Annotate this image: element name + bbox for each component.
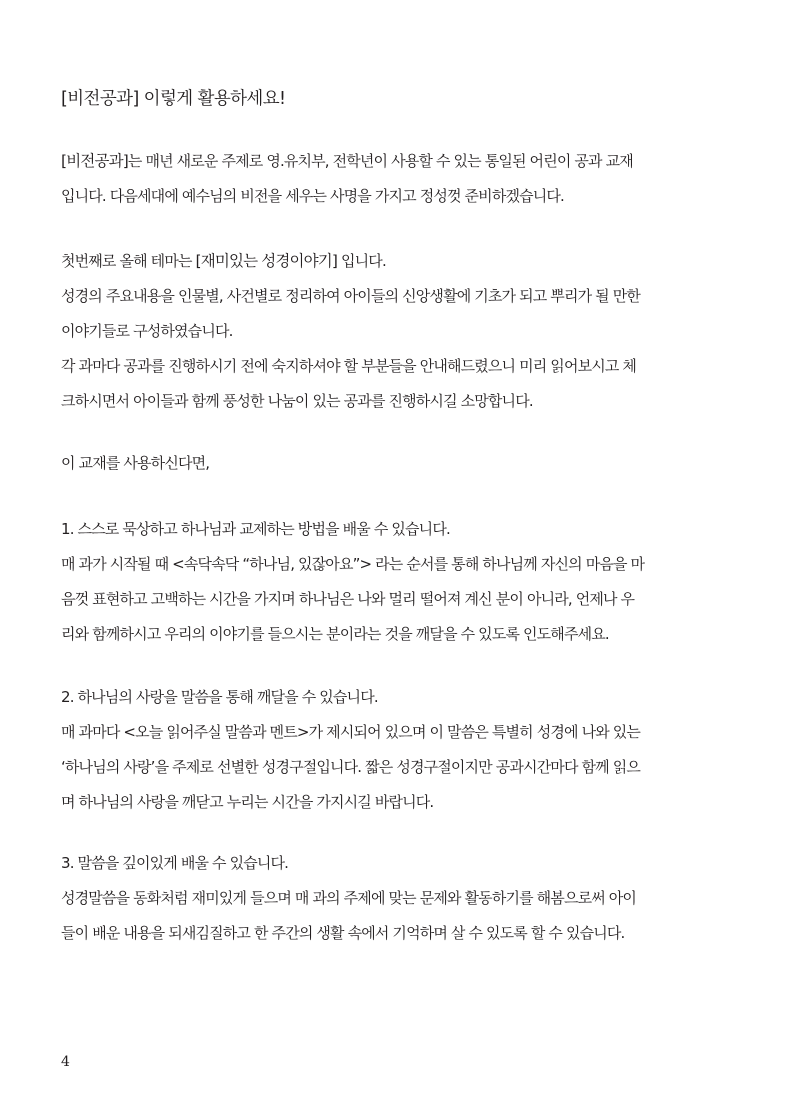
page-number: 4 xyxy=(61,1054,70,1070)
point-2-line-1: 매 과마다 <오늘 읽어주실 말씀과 멘트>가 제시되어 있으며 이 말씀은 특별히 성경에 나와 있는 xyxy=(61,723,641,741)
point-2-line-2: ‘하나님의 사랑’을 주제로 선별한 성경구절입니다. 짧은 성경구절이지만 공과시간마다 함께 읽으 xyxy=(61,758,640,776)
page-title: [비전공과] 이렇게 활용하세요! xyxy=(61,89,286,109)
intro-paragraph xyxy=(61,144,721,214)
intro-line-1 xyxy=(61,144,721,179)
theme-name-highlight: [재미있는 성경이야기] xyxy=(195,252,338,270)
point-2 xyxy=(61,680,721,820)
point-1-line-1: 매 과가 시작될 때 <속닥속닥 “하나님, 있잖아요”> 라는 순서를 통해 하나님께 자신의 마음을 마 xyxy=(61,555,645,573)
theme-line-1-before: 첫번째로 올해 테마는 xyxy=(61,252,196,270)
usage-intro-paragraph xyxy=(61,446,721,481)
point-1-line-3: 리와 함께하시고 우리의 이야기를 들으시는 분이라는 것을 깨달을 수 있도록 인도해주세요. xyxy=(61,625,609,643)
point-3-line-1: 성경말씀을 동화처럼 재미있게 들으며 매 과의 주제에 맞는 문제와 활동하기를 해봄으로써 아이 xyxy=(61,889,637,907)
theme-line-4: 각 과마다 공과를 진행하시기 전에 숙지하셔야 할 부분들을 안내해드렸으니 미리 읽어보시고 체 xyxy=(61,357,637,375)
theme-line-5: 크하시면서 아이들과 함께 풍성한 나눔이 있는 공과를 진행하시길 소망합니다. xyxy=(61,392,533,410)
intro-line-1-text: 는 매년 새로운 주제로 영.유치부, 전학년이 사용할 수 있는 통일된 어린이 공과 교재 xyxy=(127,152,633,170)
point-3 xyxy=(61,846,721,951)
point-3-heading: 3. 말씀을 깊이있게 배울 수 있습니다. xyxy=(61,854,289,872)
point-1 xyxy=(61,512,721,652)
point-1-line-2: 음껏 표현하고 고백하는 시간을 가지며 하나님은 나와 멀리 떨어져 계신 분이 아니라, 언제나 우 xyxy=(61,590,635,608)
theme-line-3: 이야기들로 구성하였습니다. xyxy=(61,322,233,340)
point-2-heading: 2. 하나님의 사랑을 말씀을 통해 깨달을 수 있습니다. xyxy=(61,688,378,706)
theme-line-1 xyxy=(61,244,721,279)
theme-paragraph xyxy=(61,244,721,419)
intro-lead-highlight: [비전공과] xyxy=(61,152,128,170)
point-2-line-3: 며 하나님의 사랑을 깨닫고 누리는 시간을 가지시길 바랍니다. xyxy=(61,793,434,811)
point-1-heading: 1. 스스로 묵상하고 하나님과 교제하는 방법을 배울 수 있습니다. xyxy=(61,520,450,538)
theme-line-2: 성경의 주요내용을 인물별, 사건별로 정리하여 아이들의 신앙생활에 기초가 되고 뿌리가 될 만한 xyxy=(61,287,640,305)
intro-line-2: 입니다. 다음세대에 예수님의 비전을 세우는 사명을 가지고 정성껏 준비하겠습니다. xyxy=(61,187,564,205)
point-3-line-2: 들이 배운 내용을 되새김질하고 한 주간의 생활 속에서 기억하며 살 수 있도록 할 수 있습니다. xyxy=(61,924,625,942)
theme-line-1-after: 입니다. xyxy=(337,252,386,270)
usage-intro-line: 이 교재를 사용하신다면, xyxy=(61,454,210,472)
